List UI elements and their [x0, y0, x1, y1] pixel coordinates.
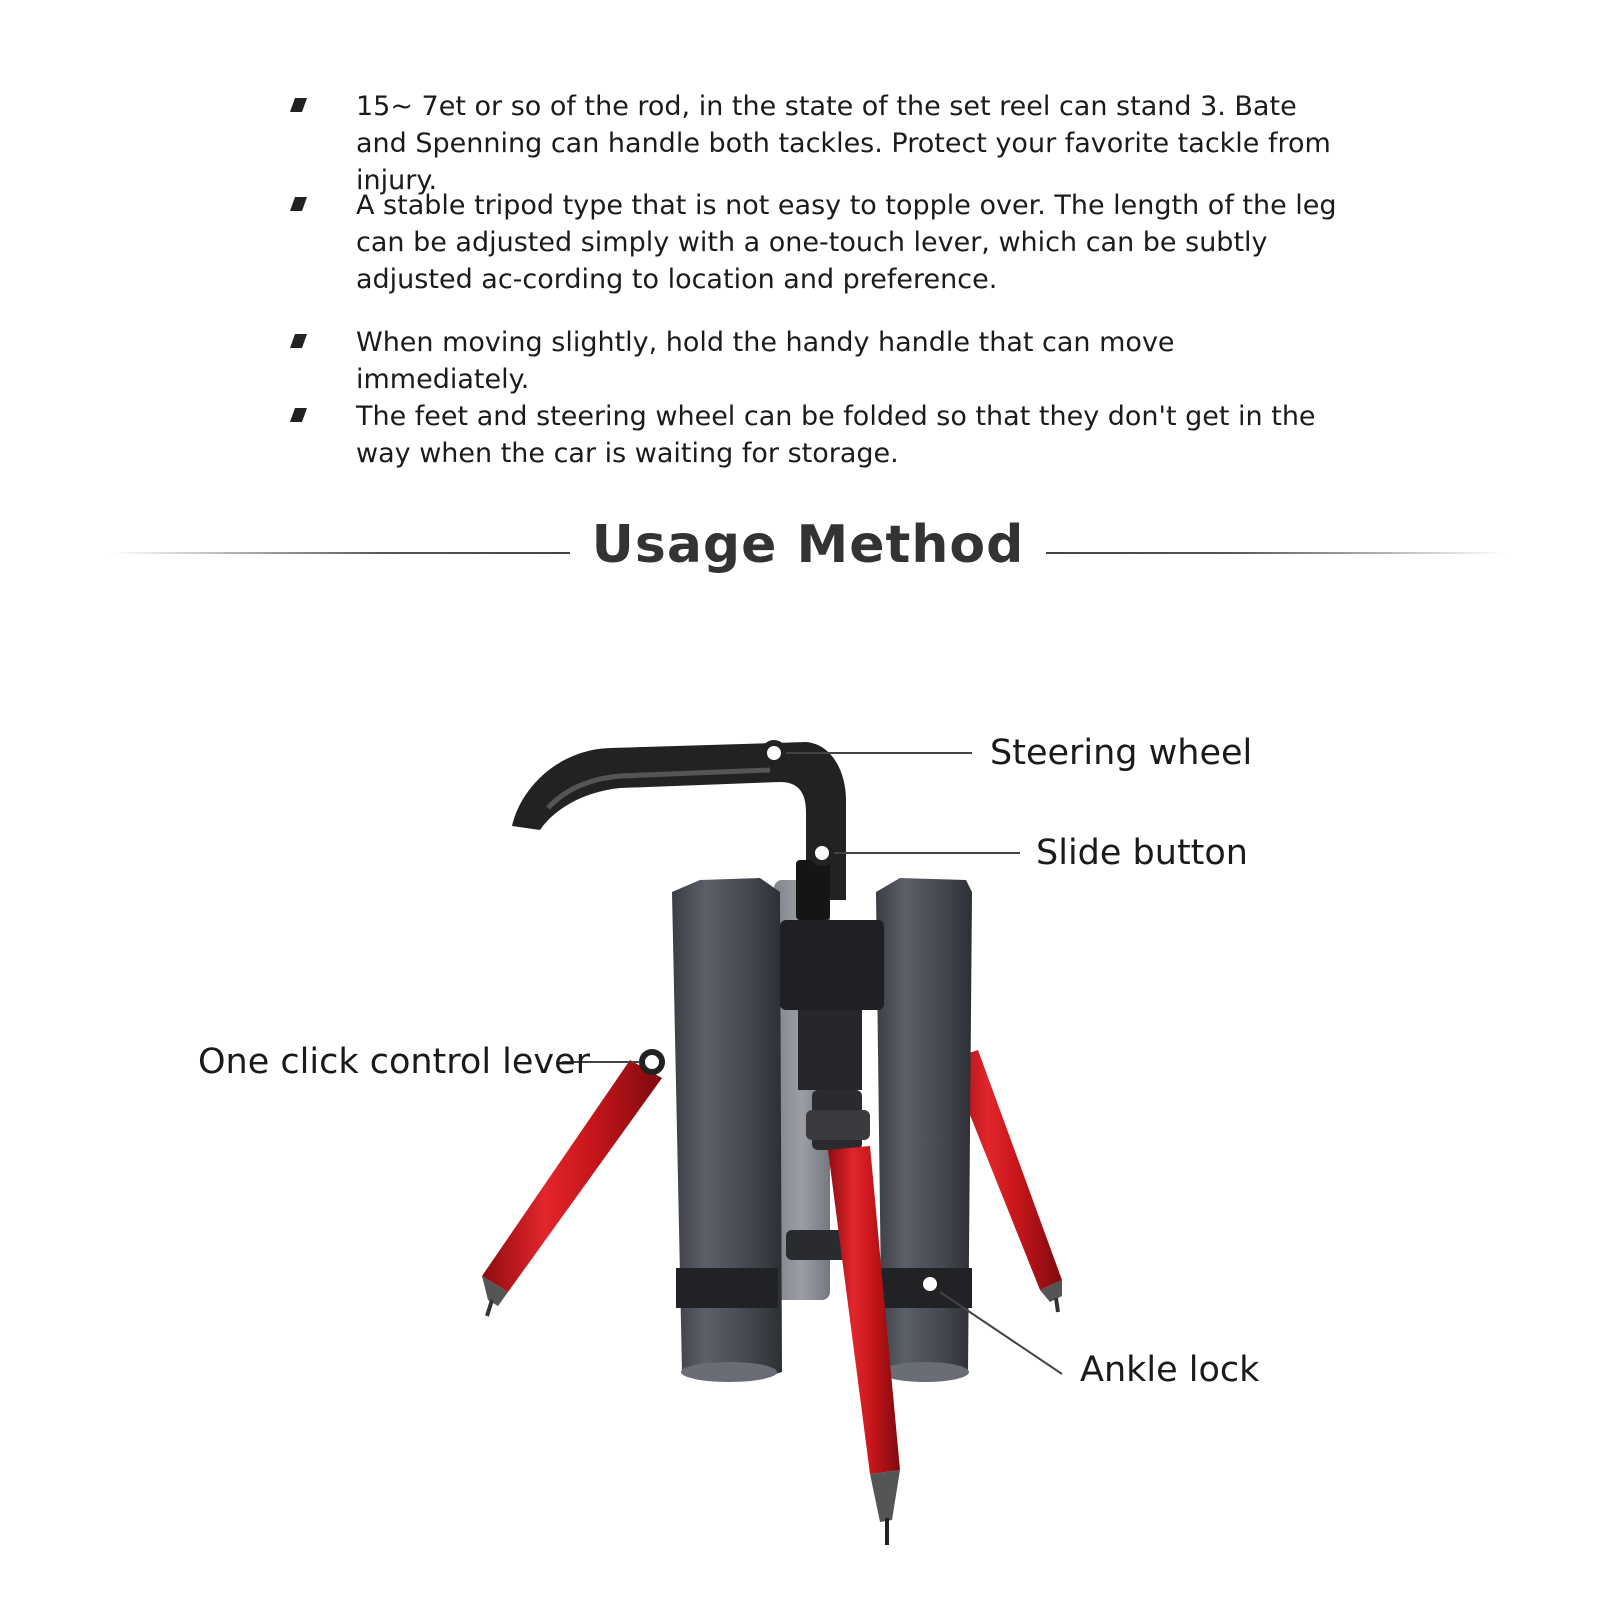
feature-text: The feet and steering wheel can be folded so that they don't get in the way when the car is waiting for storage. — [356, 401, 1316, 469]
label-one-click-lever: One click control lever — [198, 1042, 591, 1082]
feature-text: A stable tripod type that is not easy to topple over. The length of the leg can be adjusted simply with a one-touch lever, which can be subtly adjusted ac-cording to location and preference. — [356, 190, 1337, 295]
right-tube — [876, 878, 972, 1382]
feature-text: When moving slightly, hold the handy handle that can move immediately. — [356, 327, 1175, 395]
left-tube — [672, 878, 782, 1382]
label-ankle-lock: Ankle lock — [1080, 1350, 1260, 1390]
back-left-leg — [482, 1060, 662, 1316]
feature-text: 15~ 7et or so of the rod, in the state of the set reel can stand 3. Bate and Spenning can handle both tackles. Protect your favorite tackle from injury. — [356, 91, 1331, 196]
label-slide-button: Slide button — [1036, 833, 1248, 873]
label-steering-wheel: Steering wheel — [990, 733, 1253, 773]
section-heading: Usage Method — [591, 515, 1025, 575]
